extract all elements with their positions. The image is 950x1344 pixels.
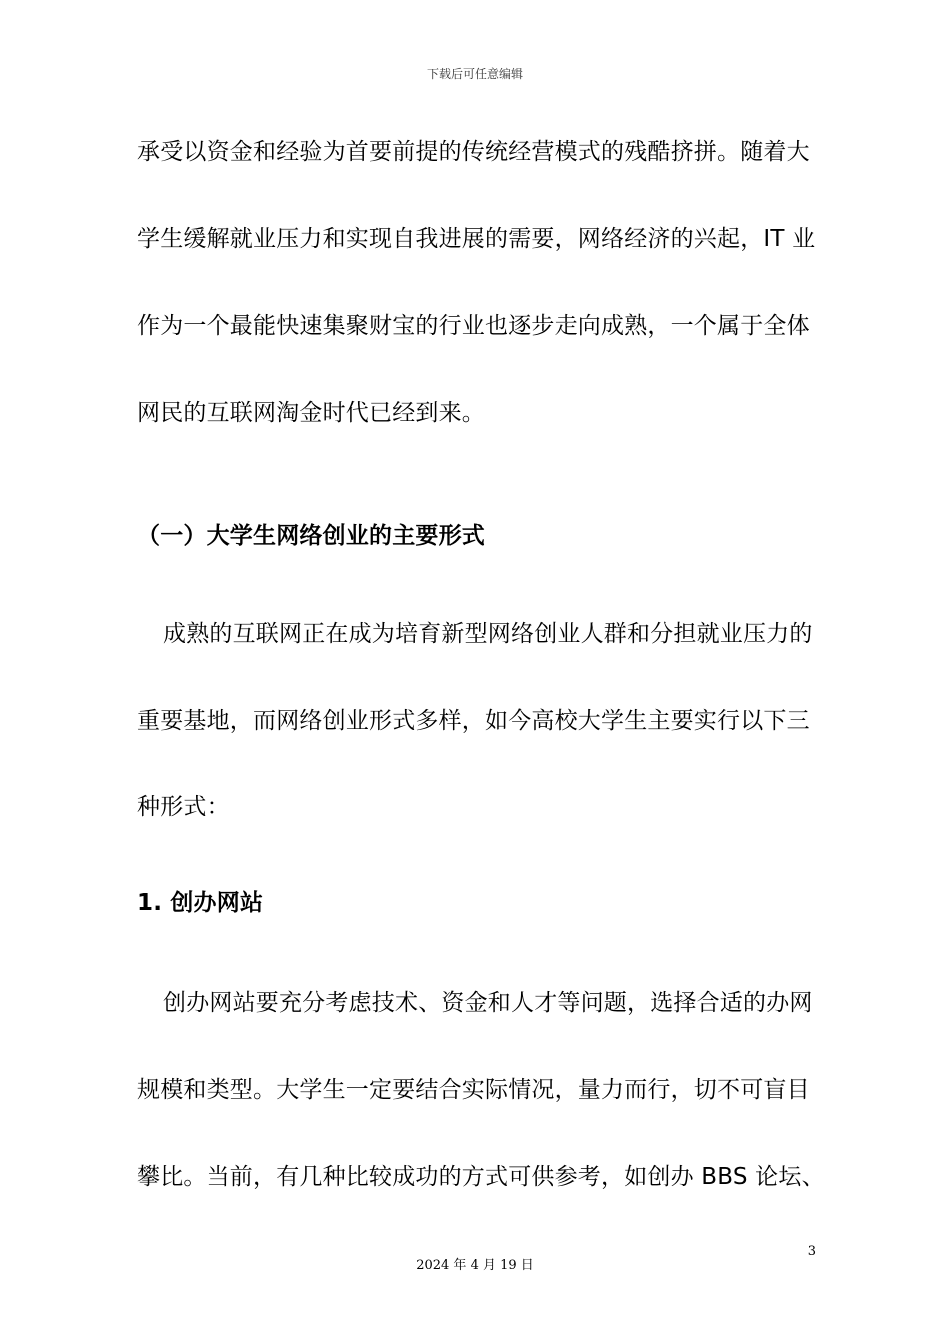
body-line: 创办网站要充分考虑技术、资金和人才等问题，选择合适的办网 — [163, 990, 813, 1016]
subheading — [137, 888, 827, 918]
body-line: 攀比。当前，有几种比较成功的方式可供参考，如创办 BBS 论坛、 — [137, 1164, 825, 1190]
subheading-text: 1. 创办网站 — [137, 890, 264, 916]
body-line: 规模和类型。大学生一定要结合实际情况，量力而行，切不可盲目 — [137, 1077, 810, 1103]
section-heading: （一）大学生网络创业的主要形式 — [137, 523, 485, 549]
body-line: 种形式： — [137, 794, 230, 820]
body-line: 成熟的互联网正在成为培育新型网络创业人群和分担就业压力的 — [163, 621, 813, 647]
body-line: 作为一个最能快速集聚财宝的行业也逐步走向成熟，一个属于全体 — [137, 313, 810, 339]
page-number: 3 — [807, 1244, 816, 1259]
body-line: 承受以资金和经验为首要前提的传统经营模式的残酷挤拼。随着大 — [137, 139, 810, 165]
body-line: 重要基地，而网络创业形式多样，如今高校大学生主要实行以下三 — [137, 708, 810, 734]
page-footer-date: 2024 年 4 月 19 日 — [416, 1258, 534, 1273]
page-header: 下载后可任意编辑 — [426, 67, 523, 81]
body-line: 网民的互联网淘金时代已经到来。 — [137, 400, 485, 426]
body-line: 学生缓解就业压力和实现自我进展的需要，网络经济的兴起，IT 业 — [137, 226, 816, 252]
